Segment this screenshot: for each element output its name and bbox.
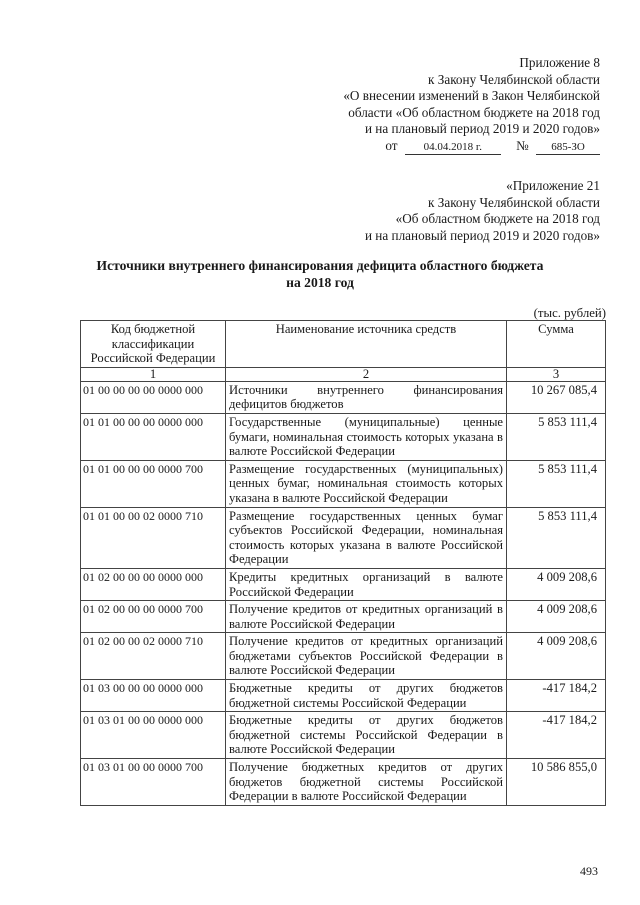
table-body [81,381,606,805]
row-code: 01 01 00 00 00 0000 700 [81,460,226,507]
row-name: Получение кредитов от кредитных организаций бюджетами субъектов Российской Федерации в валюте Российской Федерации [226,633,507,680]
row-sum: 4 009 208,6 [507,568,606,600]
row-name: Бюджетные кредиты от других бюджетов бюджетной системы Российской Федерации [226,680,507,712]
law-reference: к Закону Челябинской области [428,71,600,87]
row-code: 01 03 01 00 00 0000 000 [81,712,226,759]
original-law-title-line2: и на плановый период 2019 и 2020 годов» [364,227,600,243]
table-row [81,633,606,680]
number-prefix: № [516,137,529,153]
column-number-2: 2 [226,367,507,381]
row-sum: 10 586 855,0 [507,759,606,806]
law-title-line1: «О внесении изменений в Закон Челябинской [343,88,600,104]
table-row [81,460,606,507]
row-name: Размещение государственных (муниципальных) ценных бумаг, номинальная стоимость которых указана в валюте Российской Федерации [226,460,507,507]
row-name: Размещение государственных ценных бумаг субъектов Российской Федерации, номинальная стоимость которых указана в валюте Российской Федерации [226,507,507,568]
table-row [81,680,606,712]
financing-sources-table [80,320,606,806]
row-name: Источники внутреннего финансирования дефицитов бюджетов [226,381,507,413]
column-number-row [81,367,606,381]
row-code: 01 02 00 00 00 0000 000 [81,568,226,600]
table-row [81,712,606,759]
header-sum: Сумма [507,321,606,368]
table-row [81,381,606,413]
row-sum: 10 267 085,4 [507,381,606,413]
row-code: 01 03 01 00 00 0000 700 [81,759,226,806]
table-row [81,568,606,600]
appendix-header [343,55,600,155]
row-code: 01 02 00 00 00 0000 700 [81,601,226,633]
row-sum: 4 009 208,6 [507,633,606,680]
law-date: 04.04.2018 г. [405,141,501,155]
row-sum: 4 009 208,6 [507,601,606,633]
title-line1: Источники внутреннего финансирования дефицита областного бюджета [96,258,544,273]
row-sum: 5 853 111,4 [507,507,606,568]
table-row [81,507,606,568]
law-title-line3: и на плановый период 2019 и 2020 годов» [364,121,600,137]
row-code: 01 00 00 00 00 0000 000 [81,381,226,413]
title-line2: на 2018 год [286,274,354,290]
row-sum: 5 853 111,4 [507,460,606,507]
original-law-title-line1: «Об областном бюджете на 2018 год [395,211,600,227]
law-number: 685-ЗО [536,141,600,155]
row-name: Кредиты кредитных организаций в валюте Российской Федерации [226,568,507,600]
header-name: Наименование источника средств [226,321,507,368]
page-number: 493 [580,864,598,878]
row-name: Получение кредитов от кредитных организаций в валюте Российской Федерации [226,601,507,633]
document-title [0,258,640,291]
table-header-row [81,321,606,368]
row-name: Государственные (муниципальные) ценные бумаги, номинальная стоимость которых указана в валюте Российской Федерации [226,413,507,460]
original-appendix-number: «Приложение 21 [506,178,600,193]
row-code: 01 01 00 00 00 0000 000 [81,413,226,460]
date-prefix: от [385,137,398,153]
row-sum: -417 184,2 [507,680,606,712]
row-sum: 5 853 111,4 [507,413,606,460]
row-name: Бюджетные кредиты от других бюджетов бюджетной системы Российской Федерации в валюте Российской Федерации [226,712,507,759]
table-row [81,413,606,460]
original-appendix-header [365,178,600,244]
table-row [81,601,606,633]
column-number-3: 3 [507,367,606,381]
row-code: 01 03 00 00 00 0000 000 [81,680,226,712]
appendix-number: Приложение 8 [519,55,600,70]
row-code: 01 01 00 00 02 0000 710 [81,507,226,568]
row-name: Получение бюджетных кредитов от других бюджетов бюджетной системы Российской Федерации в валюте Российской Федерации [226,759,507,806]
row-code: 01 02 00 00 02 0000 710 [81,633,226,680]
original-law-reference: к Закону Челябинской области [428,194,600,210]
column-number-1: 1 [81,367,226,381]
header-code: Код бюджетной классификации Российской Федерации [81,321,226,368]
units-label: (тыс. рублей) [533,306,606,320]
row-sum: -417 184,2 [507,712,606,759]
table-row [81,759,606,806]
law-date-number-line [343,138,600,155]
law-title-line2: области «Об областном бюджете на 2018 год [348,104,600,120]
